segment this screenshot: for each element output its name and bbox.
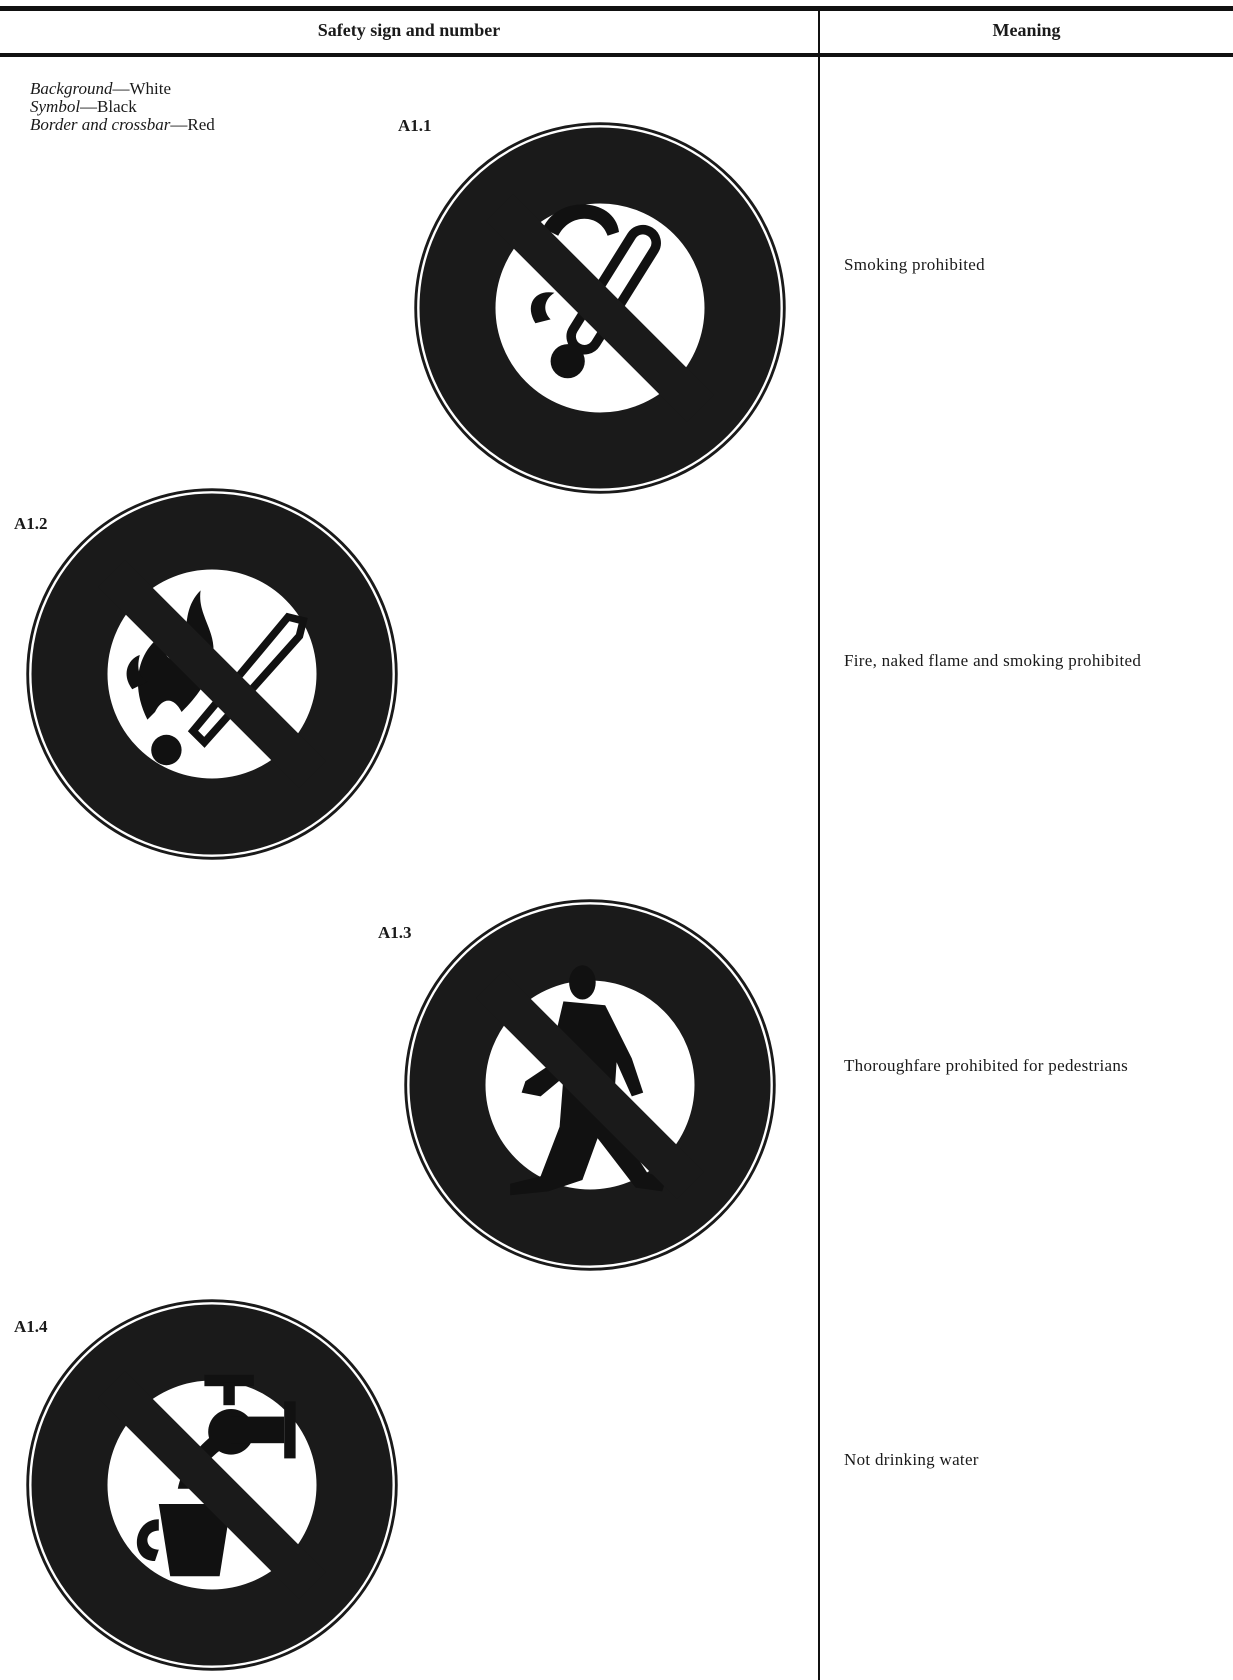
meaning-a1-2: Fire, naked flame and smoking prohibited (844, 651, 1142, 670)
legend-border-term: Border and crossbar (30, 115, 171, 134)
sign-number-a1-2: A1.2 (14, 514, 48, 533)
legend-symbol-term: Symbol (30, 97, 81, 116)
tap-cup-icon (22, 1295, 402, 1675)
legend-symbol-value: Black (97, 97, 137, 116)
sign-number-a1-3: A1.3 (378, 923, 412, 942)
pedestrian-icon (400, 895, 780, 1275)
table-header-rule (0, 53, 1233, 57)
column-divider (818, 6, 820, 1680)
sign-a1-1 (410, 118, 790, 498)
match-flame-icon (22, 484, 402, 864)
sign-number-a1-1: A1.1 (398, 116, 432, 135)
cigarette-icon (410, 118, 790, 498)
legend-border: Border and crossbar—Red (30, 115, 215, 134)
table-top-rule (0, 6, 1233, 11)
sign-a1-3 (400, 895, 780, 1275)
meaning-a1-3: Thoroughfare prohibited for pedestrians (844, 1056, 1129, 1075)
legend-background-value: White (129, 79, 172, 98)
meaning-a1-1: Smoking prohibited (844, 255, 985, 274)
legend-background-term: Background (30, 79, 113, 98)
color-legend (30, 80, 215, 134)
header-safety-sign: Safety sign and number (317, 20, 501, 40)
sign-a1-2 (22, 484, 402, 864)
legend-background: Background—White (30, 79, 172, 98)
sign-number-a1-4: A1.4 (14, 1317, 48, 1336)
legend-border-value: Red (187, 115, 215, 134)
meaning-a1-4: Not drinking water (844, 1450, 979, 1469)
header-meaning: Meaning (992, 20, 1061, 40)
sign-a1-4 (22, 1295, 402, 1675)
legend-symbol: Symbol—Black (30, 97, 137, 116)
